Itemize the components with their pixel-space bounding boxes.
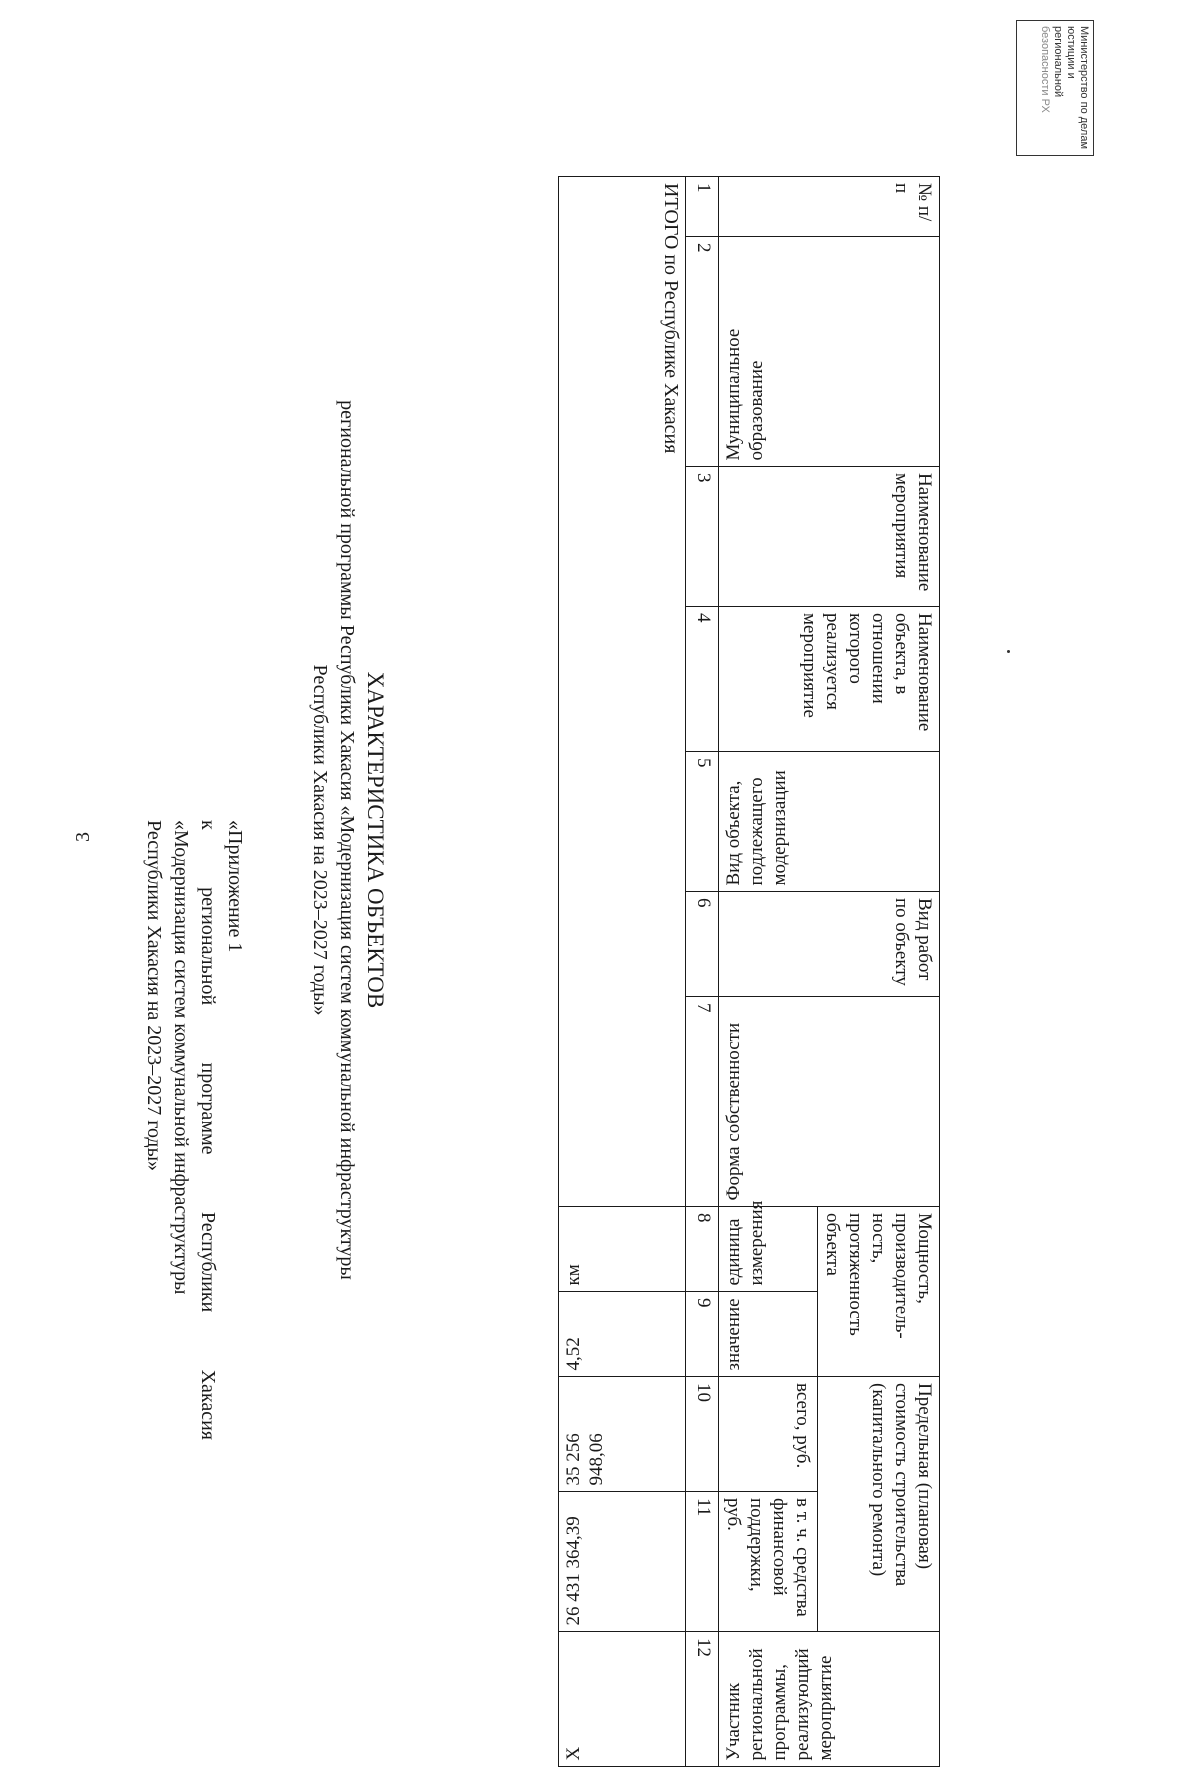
objects-table [558,176,940,1767]
appendix-line-4: Республики Хакасия на 2023–2027 годы» [143,820,165,1172]
total-cost-all: 35 256 948,06 [559,1377,686,1492]
column-number: 1 [686,177,719,237]
column-number: 12 [686,1632,719,1767]
appendix-line-2: к региональной программе Республики Хакасия [197,820,219,1440]
header-event-name: Наименование мероприятия [719,467,940,607]
header-cost-total: всего, руб. [719,1377,818,1492]
total-participant: Х [559,1632,686,1767]
document-title [306,290,390,1390]
total-label: ИТОГО по Республике Хакасия [559,177,686,1207]
column-number: 11 [686,1492,719,1632]
header-cost-support: в т. ч. средства финансовой поддержки, руб. [719,1492,818,1632]
header-cost: Предельная (плановая) стоимость строительства (капитального ремонта) [818,1377,940,1632]
title-line-2: региональной программы Республики Хакасия «Модернизация систем коммунальной инфраструктуры [336,400,358,1280]
total-value: 4,52 [559,1292,686,1377]
column-numbers-row [686,177,719,1767]
scan-speck [1007,650,1010,653]
column-number: 7 [686,997,719,1207]
title-line-3: Республики Хакасия на 2023–2027 годы» [309,664,331,1016]
stamp-line-1: Министерство по делам [1078,26,1090,150]
column-number: 9 [686,1292,719,1377]
title-line-1: ХАРАКТЕРИСТИКА ОБЪЕКТОВ [363,671,388,1009]
total-cost-support: 26 431 364,39 [559,1492,686,1632]
header-unit: единица измерения [719,1207,818,1292]
appendix-line-3: «Модернизация систем коммунальной инфраструктуры [170,820,192,1295]
table-header-row [818,177,940,1767]
appendix-line-1: «Приложение 1 [224,820,246,953]
column-number: 5 [686,752,719,892]
column-number: 2 [686,237,719,467]
header-value: значение [719,1292,818,1377]
stamp-line-2: юстиции и региональной [1052,26,1077,98]
header-capacity: Мощность, производитель-ность, протяженность объекта [818,1207,940,1377]
column-number: 4 [686,607,719,752]
header-ownership: Форма собственности [719,997,940,1207]
header-municipality: Муниципальное образование [719,237,940,467]
header-no: № п/п [719,177,940,237]
column-number: 6 [686,892,719,997]
registration-stamp [1016,20,1094,156]
page-number: 3 [72,832,94,842]
header-object-name: Наименование объекта, в отношении которого реализуется мероприятие [719,607,940,752]
table-row-total [559,177,686,1767]
header-work-type: Вид работ по объекту [719,892,940,997]
header-object-type: Вид объекта, подлежащего модернизации [719,752,940,892]
column-number: 10 [686,1377,719,1492]
appendix-header [140,820,248,1440]
column-number: 8 [686,1207,719,1292]
stamp-line-3: безопасности РХ [1039,26,1051,113]
total-unit: км [559,1207,686,1292]
column-number: 3 [686,467,719,607]
header-participant: Участник региональной программы, реализующий мероприятие [719,1632,940,1767]
